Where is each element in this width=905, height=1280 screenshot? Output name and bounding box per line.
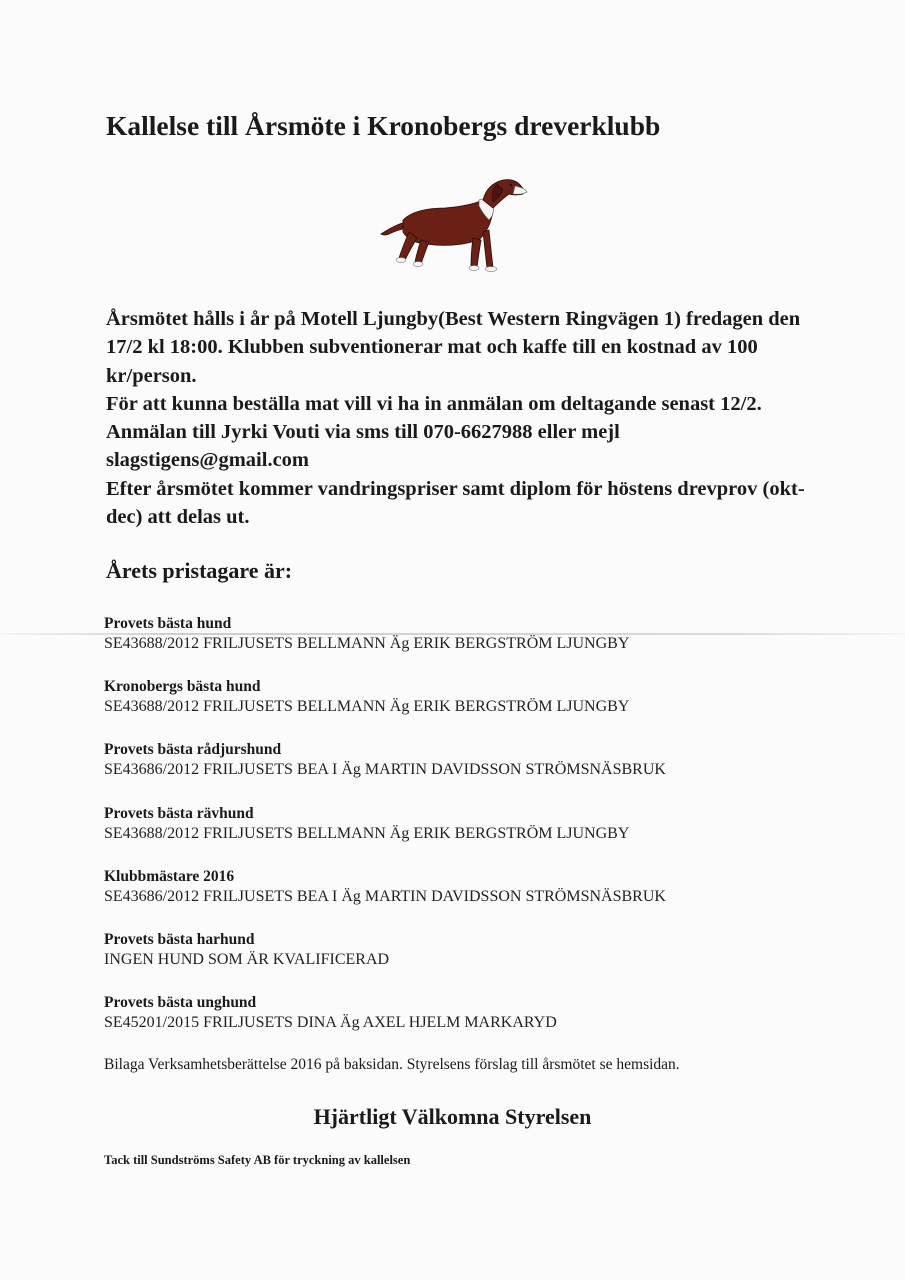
sponsor-thanks: Tack till Sundströms Safety AB för tryckning av kallelsen bbox=[104, 1153, 411, 1167]
award-winner: INGEN HUND SOM ÄR KVALIFICERAD bbox=[104, 950, 390, 968]
award-item bbox=[104, 993, 844, 1056]
prize-ceremony-paragraph: Efter årsmötet kommer vandringspriser samt diplom för höstens drevprov (okt-dec) att delas ut. bbox=[106, 477, 805, 529]
welcome-text: Hjärtligt Välkomna Styrelsen bbox=[313, 1104, 592, 1129]
award-item bbox=[104, 804, 844, 867]
award-item bbox=[104, 614, 844, 677]
meeting-location-paragraph: Årsmötet hålls i år på Motell Ljungby(Best Western Ringvägen 1) fredagen den 17/2 kl 18:00. Klubben subventionerar mat och kaffe till en kostnad av 100 kr/person. bbox=[106, 308, 801, 387]
prize-winners-heading: Årets pristagare är: bbox=[106, 558, 293, 583]
award-category: Provets bästa hund bbox=[104, 615, 232, 632]
registration-paragraph: För att kunna beställa mat vill vi ha in anmälan om deltagande senast 12/2. Anmälan till Jyrki Vouti via sms till 070-6627988 eller mejl slagstigens@gmail.com bbox=[106, 392, 762, 472]
meeting-information bbox=[106, 305, 806, 531]
award-category: Klubbmästare 2016 bbox=[104, 867, 235, 885]
award-item bbox=[104, 867, 844, 930]
award-winner: SE43688/2012 FRILJUSETS BELLMANN Äg ERIK BERGSTRÖM LJUNGBY bbox=[104, 698, 630, 716]
appendix-note: Bilaga Verksamhetsberättelse 2016 på baksidan. Styrelsens förslag till årsmötet se hemsidan. bbox=[104, 1056, 680, 1073]
award-winner: SE43688/2012 FRILJUSETS BELLMANN Äg ERIK BERGSTRÖM LJUNGBY bbox=[104, 824, 630, 842]
document-title: Kallelse till Årsmöte i Kronobergs dreverklubb bbox=[106, 110, 661, 141]
award-category: Provets bästa unghund bbox=[104, 994, 257, 1012]
award-category: Provets bästa rävhund bbox=[104, 804, 254, 822]
award-item bbox=[104, 677, 844, 740]
award-winner: SE43688/2012 FRILJUSETS BELLMANN Äg ERIK BERGSTRÖM LJUNGBY bbox=[104, 635, 630, 652]
welcome-signoff bbox=[0, 1104, 905, 1130]
award-category: Provets bästa rådjurshund bbox=[104, 741, 282, 759]
award-item bbox=[104, 930, 844, 993]
award-winner: SE43686/2012 FRILJUSETS BEA I Äg MARTIN DAVIDSSON STRÖMSNÄSBRUK bbox=[104, 761, 666, 779]
drever-dog-illustration bbox=[375, 170, 530, 280]
award-category: Provets bästa harhund bbox=[104, 930, 255, 948]
award-list bbox=[104, 614, 844, 1056]
award-winner: SE45201/2015 FRILJUSETS DINA Äg AXEL HJELM MARKARYD bbox=[104, 1014, 557, 1032]
award-winner: SE43686/2012 FRILJUSETS BEA I Äg MARTIN DAVIDSSON STRÖMSNÄSBRUK bbox=[104, 887, 666, 905]
award-item bbox=[104, 740, 844, 803]
award-category: Kronobergs bästa hund bbox=[104, 678, 261, 696]
